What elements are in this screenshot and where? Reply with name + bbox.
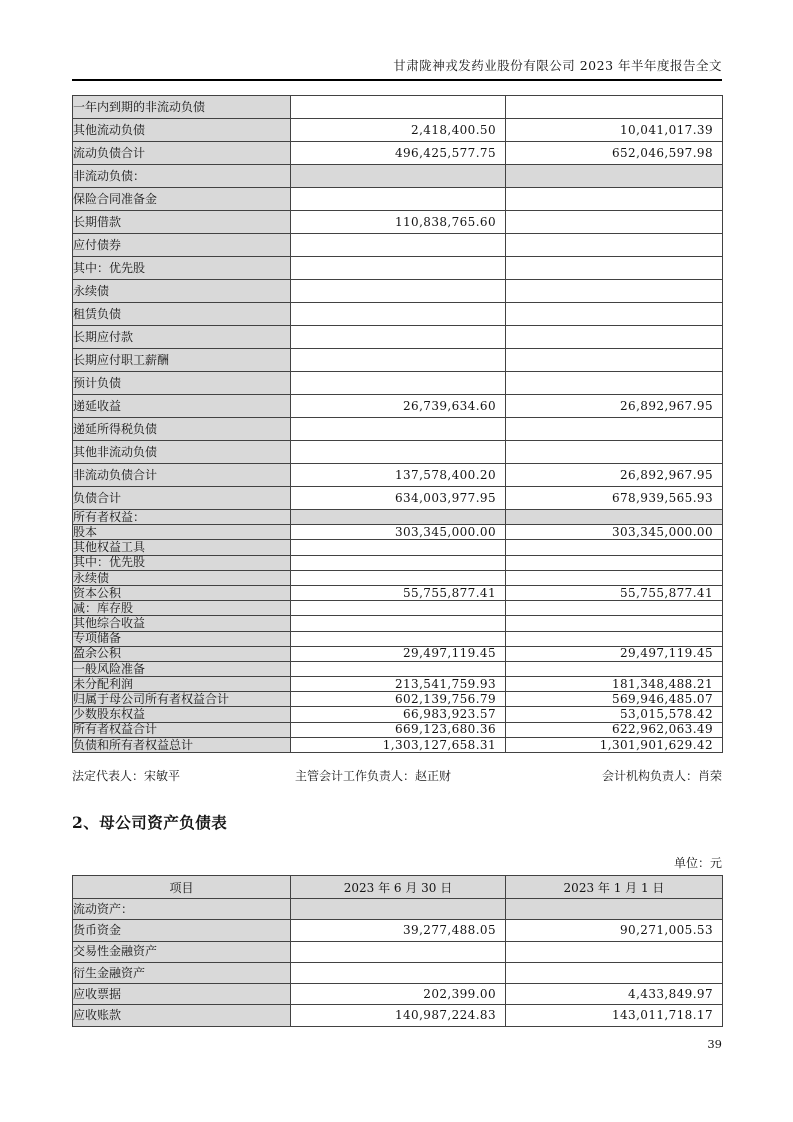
value-cell: 10,041,017.39: [506, 119, 723, 142]
value-cell: 29,497,119.45: [291, 646, 506, 661]
page-header-title: 甘肃陇神戎发药业股份有限公司 2023 年半年度报告全文: [393, 58, 722, 73]
row-label-cell: 流动资产：: [73, 899, 291, 920]
row-label-cell: 所有者权益合计: [73, 722, 291, 737]
value-cell: [291, 372, 506, 395]
row-label-cell: 其他非流动负债: [73, 441, 291, 464]
value-cell: 39,277,488.05: [291, 920, 506, 941]
value-cell: [506, 962, 723, 983]
table-row: [73, 1005, 723, 1026]
row-label-cell: 应付债券: [73, 234, 291, 257]
value-cell: [506, 372, 723, 395]
table-row: [73, 585, 723, 600]
value-cell: 26,739,634.60: [291, 395, 506, 418]
table-row: [73, 661, 723, 676]
table-row: [73, 441, 723, 464]
row-label-cell: 其他综合收益: [73, 616, 291, 631]
row-label-cell: 一年内到期的非流动负债: [73, 96, 291, 119]
row-label-cell: 预计负债: [73, 372, 291, 395]
table-row: [73, 984, 723, 1005]
row-label-cell: 递延所得税负债: [73, 418, 291, 441]
row-label-cell: 所有者权益：: [73, 510, 291, 525]
row-label-cell: 交易性金融资产: [73, 941, 291, 962]
value-cell: 26,892,967.95: [506, 464, 723, 487]
value-cell: 110,838,765.60: [291, 211, 506, 234]
table-row: [73, 372, 723, 395]
value-cell: [506, 418, 723, 441]
table-header-row: [73, 876, 723, 899]
value-cell: [291, 899, 506, 920]
value-cell: 202,399.00: [291, 984, 506, 1005]
value-cell: 1,301,901,629.42: [506, 737, 723, 752]
value-cell: [291, 441, 506, 464]
value-cell: 181,348,488.21: [506, 677, 723, 692]
table-row: [73, 616, 723, 631]
row-label-cell: 归属于母公司所有者权益合计: [73, 692, 291, 707]
page-number: 39: [707, 1037, 722, 1051]
value-cell: 213,541,759.93: [291, 677, 506, 692]
value-cell: [291, 555, 506, 570]
signature-legal-representative: 法定代表人：宋敏平: [72, 769, 181, 783]
table-row: [73, 962, 723, 983]
value-cell: [506, 280, 723, 303]
table-row: [73, 899, 723, 920]
signature-line: [72, 767, 722, 784]
table-row: [73, 692, 723, 707]
value-cell: [506, 616, 723, 631]
section-heading: 2、母公司资产负债表: [72, 813, 228, 832]
row-label-cell: 负债和所有者权益总计: [73, 737, 291, 752]
value-cell: 53,015,578.42: [506, 707, 723, 722]
value-cell: [506, 941, 723, 962]
table-row: [73, 920, 723, 941]
value-cell: [506, 899, 723, 920]
value-cell: 2,418,400.50: [291, 119, 506, 142]
table-row: [73, 188, 723, 211]
row-label-cell: 货币资金: [73, 920, 291, 941]
value-cell: [291, 326, 506, 349]
value-cell: [506, 601, 723, 616]
parent-balance-sheet-table: [72, 875, 723, 1027]
value-cell: 140,987,224.83: [291, 1005, 506, 1026]
table-row: [73, 280, 723, 303]
table-row: [73, 707, 723, 722]
value-cell: [291, 570, 506, 585]
value-cell: 602,139,756.79: [291, 692, 506, 707]
value-cell: [506, 188, 723, 211]
table-row: [73, 349, 723, 372]
value-cell: [291, 510, 506, 525]
value-cell: 55,755,877.41: [291, 585, 506, 600]
table-row: [73, 395, 723, 418]
row-label-cell: 永续债: [73, 570, 291, 585]
value-cell: [506, 303, 723, 326]
row-label-cell: 永续债: [73, 280, 291, 303]
table-row: [73, 165, 723, 188]
row-label-cell: 其中：优先股: [73, 555, 291, 570]
table-row: [73, 464, 723, 487]
row-label-cell: 长期应付职工薪酬: [73, 349, 291, 372]
value-cell: [506, 510, 723, 525]
value-cell: [506, 349, 723, 372]
value-cell: [506, 555, 723, 570]
table-row: [73, 555, 723, 570]
row-label-cell: 租赁负债: [73, 303, 291, 326]
value-cell: 90,271,005.53: [506, 920, 723, 941]
row-label-cell: 衍生金融资产: [73, 962, 291, 983]
row-label-cell: 盈余公积: [73, 646, 291, 661]
row-label-cell: 其中：优先股: [73, 257, 291, 280]
table-row: [73, 737, 723, 752]
row-label-cell: 减：库存股: [73, 601, 291, 616]
table-row: [73, 722, 723, 737]
table-row: [73, 570, 723, 585]
table-row: [73, 525, 723, 540]
value-cell: 143,011,718.17: [506, 1005, 723, 1026]
table-row: [73, 631, 723, 646]
table-row: [73, 257, 723, 280]
value-cell: [291, 540, 506, 555]
value-cell: 303,345,000.00: [506, 525, 723, 540]
value-cell: [291, 601, 506, 616]
value-cell: 55,755,877.41: [506, 585, 723, 600]
signature-chief-accountant: 主管会计工作负责人：赵正财: [295, 769, 452, 783]
value-cell: [291, 962, 506, 983]
table-row: [73, 211, 723, 234]
consolidated-balance-sheet-table: [72, 95, 723, 753]
table-row: [73, 941, 723, 962]
value-cell: 1,303,127,658.31: [291, 737, 506, 752]
value-cell: [291, 349, 506, 372]
row-label-cell: 长期借款: [73, 211, 291, 234]
row-label-cell: 流动负债合计: [73, 142, 291, 165]
row-label-cell: 其他流动负债: [73, 119, 291, 142]
value-cell: [506, 257, 723, 280]
value-cell: 137,578,400.20: [291, 464, 506, 487]
row-label-cell: 递延收益: [73, 395, 291, 418]
column-header-item: 项目: [73, 876, 291, 899]
value-cell: [291, 661, 506, 676]
row-label-cell: 应收票据: [73, 984, 291, 1005]
table-row: [73, 540, 723, 555]
unit-label: 单位：元: [673, 856, 722, 870]
row-label-cell: 非流动负债：: [73, 165, 291, 188]
row-label-cell: 非流动负债合计: [73, 464, 291, 487]
value-cell: 496,425,577.75: [291, 142, 506, 165]
row-label-cell: 股本: [73, 525, 291, 540]
value-cell: [506, 631, 723, 646]
header-divider: [72, 79, 722, 81]
value-cell: 622,962,063.49: [506, 722, 723, 737]
value-cell: 26,892,967.95: [506, 395, 723, 418]
table-row: [73, 487, 723, 510]
row-label-cell: 应收账款: [73, 1005, 291, 1026]
row-label-cell: 长期应付款: [73, 326, 291, 349]
value-cell: [506, 211, 723, 234]
column-header-current-period: 2023 年 6 月 30 日: [291, 876, 506, 899]
row-label-cell: 一般风险准备: [73, 661, 291, 676]
value-cell: [291, 257, 506, 280]
row-label-cell: 其他权益工具: [73, 540, 291, 555]
value-cell: [291, 234, 506, 257]
table-row: [73, 234, 723, 257]
table-row: [73, 601, 723, 616]
table-row: [73, 326, 723, 349]
value-cell: [291, 188, 506, 211]
value-cell: [506, 96, 723, 119]
value-cell: 678,939,565.93: [506, 487, 723, 510]
table-row: [73, 677, 723, 692]
row-label-cell: 未分配利润: [73, 677, 291, 692]
value-cell: [506, 540, 723, 555]
page-content: [72, 0, 722, 1027]
value-cell: [291, 165, 506, 188]
row-label-cell: 保险合同准备金: [73, 188, 291, 211]
value-cell: [506, 570, 723, 585]
table-row: [73, 510, 723, 525]
row-label-cell: 资本公积: [73, 585, 291, 600]
value-cell: [291, 631, 506, 646]
signature-accounting-head: 会计机构负责人：肖荣: [601, 769, 722, 783]
table-row: [73, 142, 723, 165]
value-cell: 303,345,000.00: [291, 525, 506, 540]
value-cell: [291, 616, 506, 631]
table-row: [73, 303, 723, 326]
table-row: [73, 96, 723, 119]
value-cell: 569,946,485.07: [506, 692, 723, 707]
value-cell: 29,497,119.45: [506, 646, 723, 661]
table-row: [73, 646, 723, 661]
row-label-cell: 负债合计: [73, 487, 291, 510]
value-cell: 669,123,680.36: [291, 722, 506, 737]
value-cell: [291, 303, 506, 326]
column-header-prior-period: 2023 年 1 月 1 日: [506, 876, 723, 899]
value-cell: [506, 165, 723, 188]
value-cell: 4,433,849.97: [506, 984, 723, 1005]
value-cell: [506, 326, 723, 349]
value-cell: [291, 941, 506, 962]
row-label-cell: 专项储备: [73, 631, 291, 646]
value-cell: [506, 661, 723, 676]
value-cell: [506, 234, 723, 257]
value-cell: [291, 418, 506, 441]
value-cell: [291, 280, 506, 303]
table-row: [73, 119, 723, 142]
row-label-cell: 少数股东权益: [73, 707, 291, 722]
value-cell: [506, 441, 723, 464]
table-row: [73, 418, 723, 441]
value-cell: 652,046,597.98: [506, 142, 723, 165]
value-cell: 66,983,923.57: [291, 707, 506, 722]
value-cell: 634,003,977.95: [291, 487, 506, 510]
value-cell: [291, 96, 506, 119]
